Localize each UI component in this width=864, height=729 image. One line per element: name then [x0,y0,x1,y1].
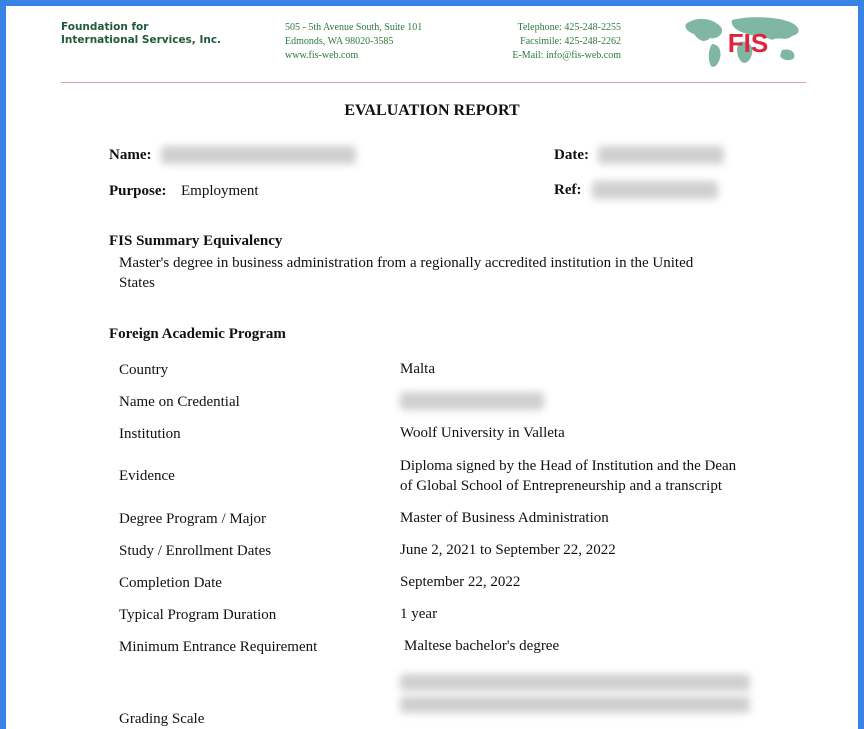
website: www.fis-web.com [285,50,359,61]
organization-name-line1: Foundation for [61,21,149,33]
logo-text: FIS [727,28,769,58]
date-value-redacted [598,146,724,164]
telephone: Telephone: 425-248-2255 [517,22,621,33]
address-line2: Edmonds, WA 98020-3585 [285,36,394,47]
study-dates-value: June 2, 2021 to September 22, 2022 [400,542,616,558]
purpose-label: Purpose: [109,183,167,199]
grading-scale-redacted-line2 [400,696,750,713]
fis-logo [682,14,806,72]
summary-line1: Master's degree in business administration from a regionally accredited institution in the United [119,255,694,271]
report-title: EVALUATION REPORT [344,102,520,119]
organization-contact [491,21,621,63]
grading-scale-redacted-line1 [400,674,750,691]
program-duration-label: Typical Program Duration [119,607,277,623]
summary-text [119,253,759,293]
program-heading: Foreign Academic Program [109,326,286,342]
organization-name-line2: International Services, Inc. [61,34,222,46]
institution-value: Woolf University in Valleta [400,425,565,441]
date-label: Date: [554,147,589,163]
credential-name-label: Name on Credential [119,394,240,410]
email: E-Mail: info@fis-web.com [512,50,621,61]
credential-name-redacted [400,392,544,410]
header-divider [61,82,806,83]
country-label: Country [119,362,169,378]
evidence-label: Evidence [119,468,175,484]
purpose-value: Employment [181,183,259,199]
degree-program-label: Degree Program / Major [119,511,267,527]
address-line1: 505 - 5th Avenue South, Suite 101 [285,22,423,33]
evidence-value [400,456,770,496]
ref-value-redacted [592,181,718,199]
entrance-requirement-value: Maltese bachelor's degree [404,638,560,654]
organization-address [285,21,422,63]
study-dates-label: Study / Enrollment Dates [119,543,272,559]
document-page [6,6,858,729]
evidence-line1: Diploma signed by the Head of Institution and the Dean [400,458,737,474]
institution-label: Institution [119,426,181,442]
summary-line2: States [119,275,155,291]
ref-label: Ref: [554,182,582,198]
entrance-requirement-label: Minimum Entrance Requirement [119,639,318,655]
completion-date-value: September 22, 2022 [400,574,521,590]
summary-heading: FIS Summary Equivalency [109,233,283,249]
degree-program-value: Master of Business Administration [400,510,609,526]
completion-date-label: Completion Date [119,575,222,591]
name-label: Name: [109,147,152,163]
country-value: Malta [400,361,435,377]
grading-scale-label: Grading Scale [119,711,205,727]
name-value-redacted [161,146,356,164]
evidence-line2: of Global School of Entrepreneurship and a transcript [400,478,722,494]
facsimile: Facsimile: 425-248-2262 [520,36,621,47]
organization-name [61,21,221,47]
program-duration-value: 1 year [400,606,438,622]
